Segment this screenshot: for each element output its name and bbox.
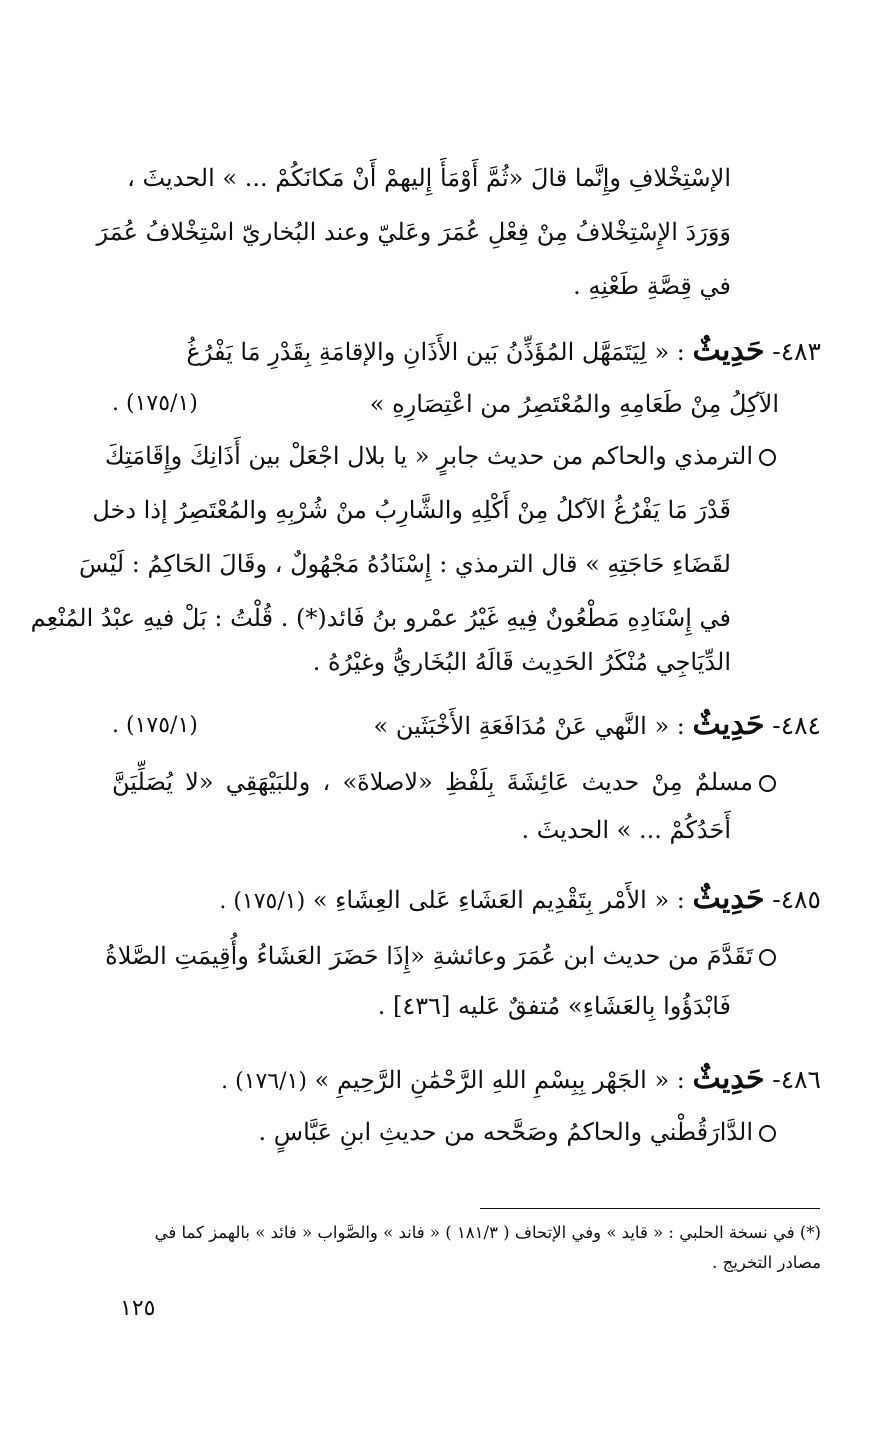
hadith-483-body-line: لقَضَاءِ حَاجَتِهِ » قال الترمذي : إِسْنَادُهُ مَجْهُولٌ ، وقَالَ الحَاكِمُ : لَيْسَ bbox=[78, 550, 731, 578]
hadith-keyword: حَدِيثٌ bbox=[692, 707, 765, 742]
hadith-484-body-line: مسلمٌ مِنْ حديث عَائِشَةَ بِلَفْظِ «لاصلاةَ» ، وللبَيْهَقِي «لا يُصَلِّيَنَّ bbox=[112, 762, 776, 802]
footnote-line: مصادر التخريج . bbox=[712, 1253, 821, 1272]
hadith-483-header bbox=[186, 328, 821, 374]
hadith-483-title-cont: الآكِلُ مِنْ طَعَامِهِ والمُعْتَصِرُ من اعْتِصَارِهِ » bbox=[369, 390, 779, 418]
hadith-keyword: حَدِيثٌ bbox=[692, 333, 765, 368]
hadith-485-header bbox=[219, 876, 821, 922]
footnote-line: (*) في نسخة الحلبي : « قايد » وفي الإتحاف ( ١٨١/٣ ) « فاند » والصَّواب « فائد » بالهمز كما في bbox=[154, 1223, 821, 1242]
hadith-number: ٤٨٤- bbox=[772, 711, 821, 740]
hadith-483-body-line: في إِسْنَادِهِ مَطْعُونٌ فِيهِ غَيْرُ عمْرو بنُ فَائد(*) . قُلْتُ : بَلْ فيهِ عبْدُ المُنْعِم bbox=[30, 604, 731, 632]
hadith-483-body-line: قَدْرَ مَا يَفْرُغُ الآكلُ مِنْ أَكْلِهِ والشَّارِبُ منْ شُرْبِهِ والمُعْتَصِرُ إذا دخل bbox=[92, 496, 731, 524]
circle-bullet-icon bbox=[759, 449, 776, 466]
intro-line: الإسْتِخْلافِ وإِنَّما قالَ «ثُمَّ أَوْمَأَ إِليهمْ أَنْ مَكانَكُمْ ... » الحديثَ ، bbox=[127, 164, 731, 192]
hadith-485-body-line: تَقَدَّمَ من حديث ابن عُمَرَ وعائشةِ «إِذَا حَضَرَ العَشَاءُ وأُقِيمَتِ الصَّلاةُ bbox=[112, 936, 776, 976]
hadith-483-ref: (١٧٥/١) . bbox=[112, 391, 198, 416]
hadith-486-body-line: الدَّارَقُطْني والحاكمُ وصَحَّحه من حديثِ ابنِ عَبَّاسٍ . bbox=[259, 1112, 776, 1152]
hadith-number: ٤٨٥- bbox=[772, 885, 821, 914]
hadith-title: : « الجَهْر بِبِسْمِ اللهِ الرَّحْمَٰنِ الرَّحِيمِ » bbox=[314, 1066, 685, 1094]
hadith-484-ref: (١٧٥/١) . bbox=[112, 713, 198, 738]
circle-bullet-icon bbox=[759, 1125, 776, 1142]
circle-bullet-icon bbox=[759, 775, 776, 792]
hadith-485-body-line: فَابْدَؤُوا بِالعَشَاءِ» مُتفقٌ عَليه [٤٣٦] . bbox=[377, 992, 731, 1020]
hadith-484-header bbox=[374, 702, 821, 748]
intro-line: في قِصَّةِ طَعْنِهِ . bbox=[573, 272, 731, 300]
footnote-rule bbox=[480, 1208, 820, 1209]
hadith-title: : « لِيَتَمَهَّل المُؤَذِّنُ بَين الأَذَانِ والإقامَةِ بِقَدْرِ مَا يَفْرُغُ bbox=[186, 338, 685, 366]
page-number: ١٢٥ bbox=[120, 1296, 156, 1321]
hadith-keyword: حَدِيثٌ bbox=[692, 1061, 765, 1096]
hadith-number: ٤٨٦- bbox=[772, 1065, 821, 1094]
hadith-485-ref: (١٧٥/١) . bbox=[219, 889, 306, 914]
hadith-title: : « النَّهي عَنْ مُدَافَعَةِ الأَخْبَثَين » bbox=[373, 712, 685, 740]
hadith-keyword: حَدِيثٌ bbox=[692, 881, 765, 916]
hadith-484-body-line: أَحَدُكُمْ ... » الحديثَ . bbox=[521, 816, 731, 844]
hadith-title: : « الأَمْر بِتَقْدِيم العَشَاءِ عَلى العِشَاءِ » bbox=[312, 886, 685, 914]
hadith-number: ٤٨٣- bbox=[772, 337, 821, 366]
hadith-486-ref: (١٧٦/١) . bbox=[221, 1069, 307, 1094]
hadith-483-body-line: الترمذي والحاكم من حديث جابرٍ « يا بلال اجْعَلْ بين أَذَانِكَ وإِقَامَتِكَ bbox=[112, 436, 776, 476]
hadith-483-body-line: الدِّيَاجِي مُنْكَرُ الحَدِيث قَالَهُ البُخَاريُّ وغيْرُهُ . bbox=[312, 648, 731, 676]
circle-bullet-icon bbox=[759, 949, 776, 966]
intro-line: وَوَرَدَ الإِسْتِخْلافُ مِنْ فِعْلِ عُمَرَ وعَليّ وعند البُخاريّ اسْتِخْلافُ عُمَرَ bbox=[96, 218, 731, 246]
hadith-486-header bbox=[221, 1056, 821, 1102]
